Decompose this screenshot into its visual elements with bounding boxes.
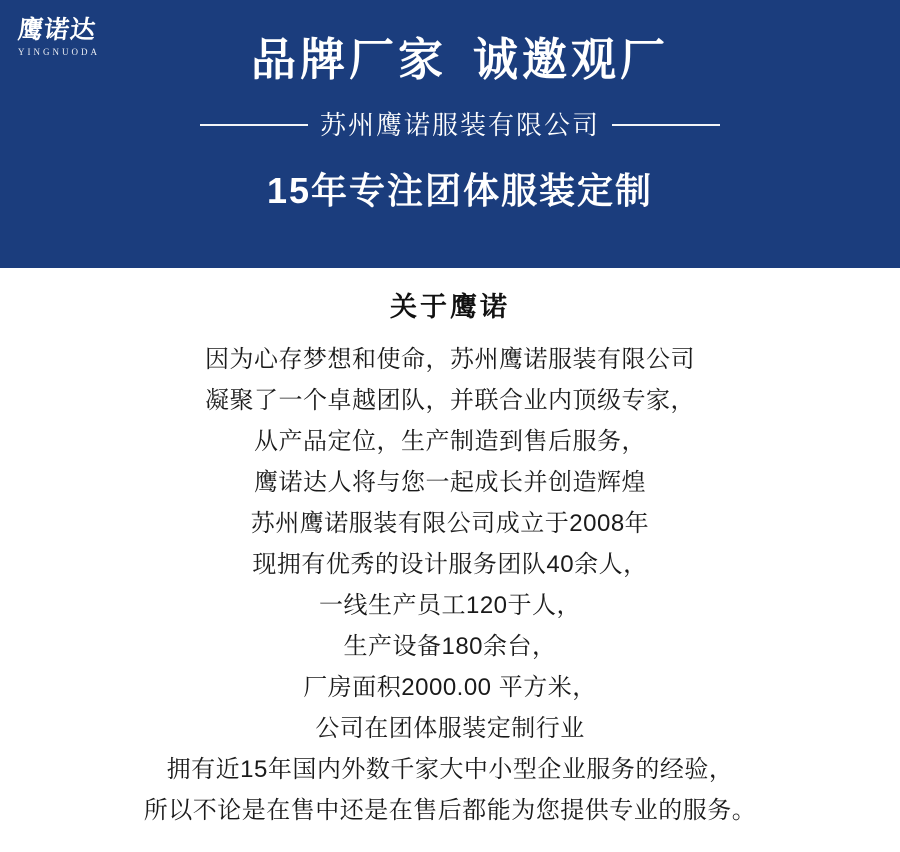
about-body bbox=[0, 339, 900, 831]
divider-right bbox=[612, 124, 720, 126]
about-line: 凝聚了一个卓越团队，并联合业内顶级专家， bbox=[205, 387, 695, 415]
header-banner bbox=[0, 0, 900, 268]
banner-headline bbox=[251, 34, 669, 86]
brand-logo bbox=[18, 16, 128, 68]
about-line: 鹰诺达人将与您一起成长并创造辉煌 bbox=[254, 469, 646, 497]
banner-company-name: 苏州鹰诺服装有限公司 bbox=[320, 109, 601, 140]
about-line: 拥有近15年国内外数千家大中小型企业服务的经验， bbox=[166, 756, 734, 784]
brand-logo-name: 鹰诺达 bbox=[16, 17, 98, 44]
banner-divider-row bbox=[200, 110, 720, 141]
about-title: 关于鹰诺 bbox=[390, 292, 510, 322]
divider-left bbox=[200, 124, 308, 126]
about-section bbox=[0, 268, 900, 831]
about-line: 因为心存梦想和使命，苏州鹰诺服装有限公司 bbox=[205, 346, 695, 374]
banner-content bbox=[130, 0, 790, 268]
about-line: 生产设备180余台， bbox=[343, 633, 557, 661]
about-line: 公司在团体服装定制行业 bbox=[315, 715, 585, 743]
banner-headline-right: 诚邀观厂 bbox=[473, 34, 670, 85]
about-line: 现拥有优秀的设计服务团队40余人， bbox=[252, 551, 648, 579]
about-line: 一线生产员工120于人， bbox=[318, 592, 582, 620]
about-line: 从产品定位，生产制造到售后服务， bbox=[254, 428, 646, 456]
banner-tagline: 15年专注团体服装定制 bbox=[266, 169, 654, 211]
about-line: 苏州鹰诺服装有限公司成立于2008年 bbox=[250, 510, 650, 538]
banner-headline-left: 品牌厂家 bbox=[250, 34, 447, 85]
about-line: 所以不论是在售中还是在售后都能为您提供专业的服务。 bbox=[143, 797, 757, 825]
about-line: 厂房面积2000.00 平方米， bbox=[303, 674, 597, 702]
brand-logo-subtext: YINGNUODA bbox=[18, 47, 100, 57]
